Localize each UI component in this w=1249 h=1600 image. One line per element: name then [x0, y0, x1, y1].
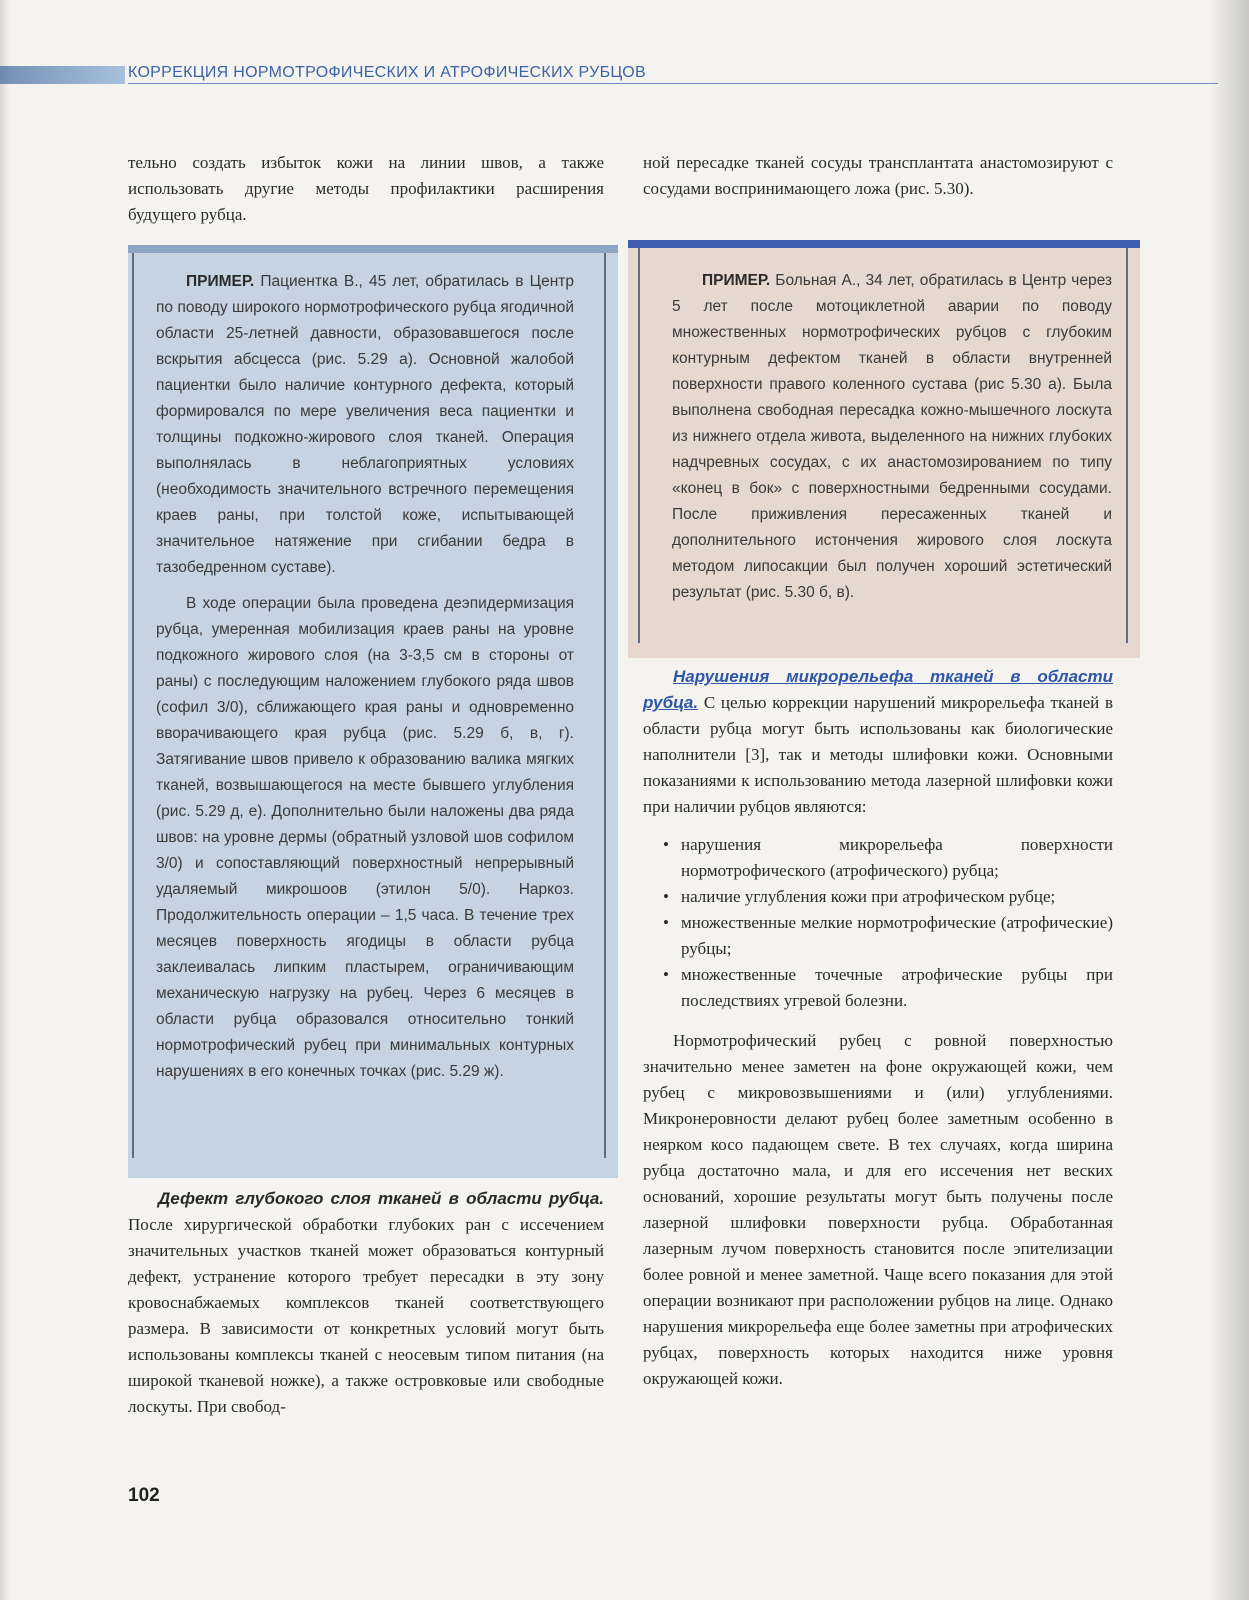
- right-intro-paragraph: ной пересадке тканей сосуды трансплантата анастомозируют с сосудами воспринимающего ложа (рис. 5.30).: [643, 153, 1113, 198]
- example-paragraph-2: В ходе операции была проведена деэпидермизация рубца, умеренная мобилизация краев раны на уровне подкожного жирового слоя (на 3-3,5 см в стороны от раны) с последующим наложением глубокого ряда швов (софил 3/0), сближающего края раны и одновременно вворачивающего края рубца (рис. 5.29 б, в, г). Затягивание швов привело к образованию валика мягких тканей, возвышающегося на месте бывшего углубления (рис. 5.29 д, е). Дополнительно были наложены два ряда швов: на уровне дермы (обратный узловой шов софилом 3/0) и сопоставляющий поверхностный непрерывный удаляемый микрошоов (этилон 5/0). Наркоз. Продолжительность операции – 1,5 часа. В течение трех месяцев поверхность ягодицы в области рубца заклеивалась липким пластырем, ограничивающим механическую нагрузку на рубец. Через 6 месяцев в области рубца образовался относительно тонкий нормотрофический рубец при минимальных контурных нарушениях в его конечных точках (рис. 5.29 ж).: [156, 595, 574, 1080]
- example-label: ПРИМЕР.: [186, 273, 255, 290]
- list-item: • множественные мелкие нормотрофические (атрофические) рубцы;: [643, 910, 1113, 962]
- section-heading-deep-defect: Дефект глубокого слоя тканей в области рубца.: [158, 1189, 604, 1208]
- header-accent-bar: [0, 66, 125, 84]
- page-edge-shadow: [1209, 0, 1249, 1600]
- example-box-right-content: [672, 268, 1112, 606]
- example-box-right: [628, 240, 1140, 658]
- right-intro-text: [643, 150, 1113, 202]
- example-paragraph-1: [156, 269, 574, 581]
- example-text-1: Пациентка В., 45 лет, обратилась в Центр по поводу широкого нормотрофического рубца ягодичной области 25-летней давности, образовавшегося после вскрытия абсцесса (рис. 5.29 а). Основной жалобой пациентки было наличие контурного дефекта, который формировался по мере увеличения веса пациентки и толщины подкожно-жирового слоя тканей. Операция выполнялась в неблагоприятных условиях (необходимость значительного встречного перемещения краев раны, при толстой коже, испытывающей значительное натяжение при сгибании бедра в тазобедренном суставе).: [156, 273, 574, 576]
- indications-list: [643, 832, 1113, 1014]
- list-item: • множественные точечные атрофические рубцы при последствиях угревой болезни.: [643, 962, 1113, 1014]
- left-section-text: После хирургической обработки глубоких ран с иссечением значительных участков тканей может образоваться контурный дефект, устранение которого требует пересадки в эту зону кровоснабжаемых комплексов тканей соответствующего размера. В зависимости от конкретных условий могут быть использованы комплексы тканей с неосевым типом питания (на широкой тканевой ножке), а также островковые или свободные лоскуты. При свобод-: [128, 1215, 604, 1416]
- page-gutter-shadow: [0, 0, 10, 1600]
- example-box-left: [128, 245, 618, 1178]
- left-section: [128, 1186, 604, 1420]
- example-paragraph: [672, 268, 1112, 606]
- right-section-text: С целью коррекции нарушений микрорельефа тканей в области рубца могут быть использованы как биологические наполнители [3], так и методы шлифовки кожи. Основными показаниями к использованию метода лазерной шлифовки кожи при наличии рубцов являются:: [643, 693, 1114, 816]
- page-number: 102: [128, 1485, 160, 1506]
- right-section: [643, 664, 1113, 1392]
- box-left-rule: [638, 248, 640, 643]
- example-label: ПРИМЕР.: [702, 272, 771, 289]
- box-left-rule: [132, 253, 134, 1158]
- left-intro-paragraph: тельно создать избыток кожи на линии швов, а также использовать другие методы профилактики расширения будущего рубца.: [128, 153, 604, 224]
- right-section-paragraph: [643, 664, 1113, 820]
- running-head: КОРРЕКЦИЯ НОРМОТРОФИЧЕСКИХ И АТРОФИЧЕСКИХ РУБЦОВ: [128, 64, 1218, 84]
- list-item: • нарушения микрорельефа поверхности нормотрофического (атрофического) рубца;: [643, 832, 1113, 884]
- left-section-paragraph: [128, 1186, 604, 1420]
- box-right-rule: [1126, 248, 1128, 643]
- closing-paragraph: Нормотрофический рубец с ровной поверхностью значительно менее заметен на фоне окружающей кожи, чем рубец с микровозвышениями и (или) углублениями. Микронеровности делают рубец более заметным особенно в неярком косо падающем свете. В тех случаях, когда ширина рубца достаточно мала, и для его иссечения нет веских оснований, хорошие результаты могут быть получены после лазерной шлифовки поверхности рубца. Обработанная лазерным лучом поверхность становится после эпителизации более ровной и менее заметной. Чаще всего показания для этой операции возникают при расположении рубцов на лице. Однако нарушения микрорельефа еще более заметны при атрофических рубцах, поверхность которых находится ниже уровня окружающей кожи.: [643, 1031, 1113, 1388]
- example-box-left-content: [156, 269, 574, 1085]
- example-text: Больная А., 34 лет, обратилась в Центр через 5 лет после мотоциклетной аварии по поводу множественных нормотрофических рубцов с глубоким контурным дефектом тканей в области внутренней поверхности правого коленного сустава (рис 5.30 а). Была выполнена свободная пересадка кожно-мышечного лоскута из нижнего отдела живота, выделенного на нижних глубоких надчревных сосудах, с их анастомозированием по типу «конец в бок» с поверхностными бедренными сосудами. После приживления пересаженных тканей и дополнительного истончения жирового слоя лоскута методом липосакции был получен хороший эстетический результат (рис. 5.30 б, в).: [672, 272, 1112, 601]
- list-item: • наличие углубления кожи при атрофическом рубце;: [643, 884, 1113, 910]
- left-intro-text: [128, 150, 604, 228]
- box-right-rule: [604, 253, 606, 1158]
- section-heading-microrelief: Нарушения микрорельефа тканей в области рубца.: [643, 667, 1113, 712]
